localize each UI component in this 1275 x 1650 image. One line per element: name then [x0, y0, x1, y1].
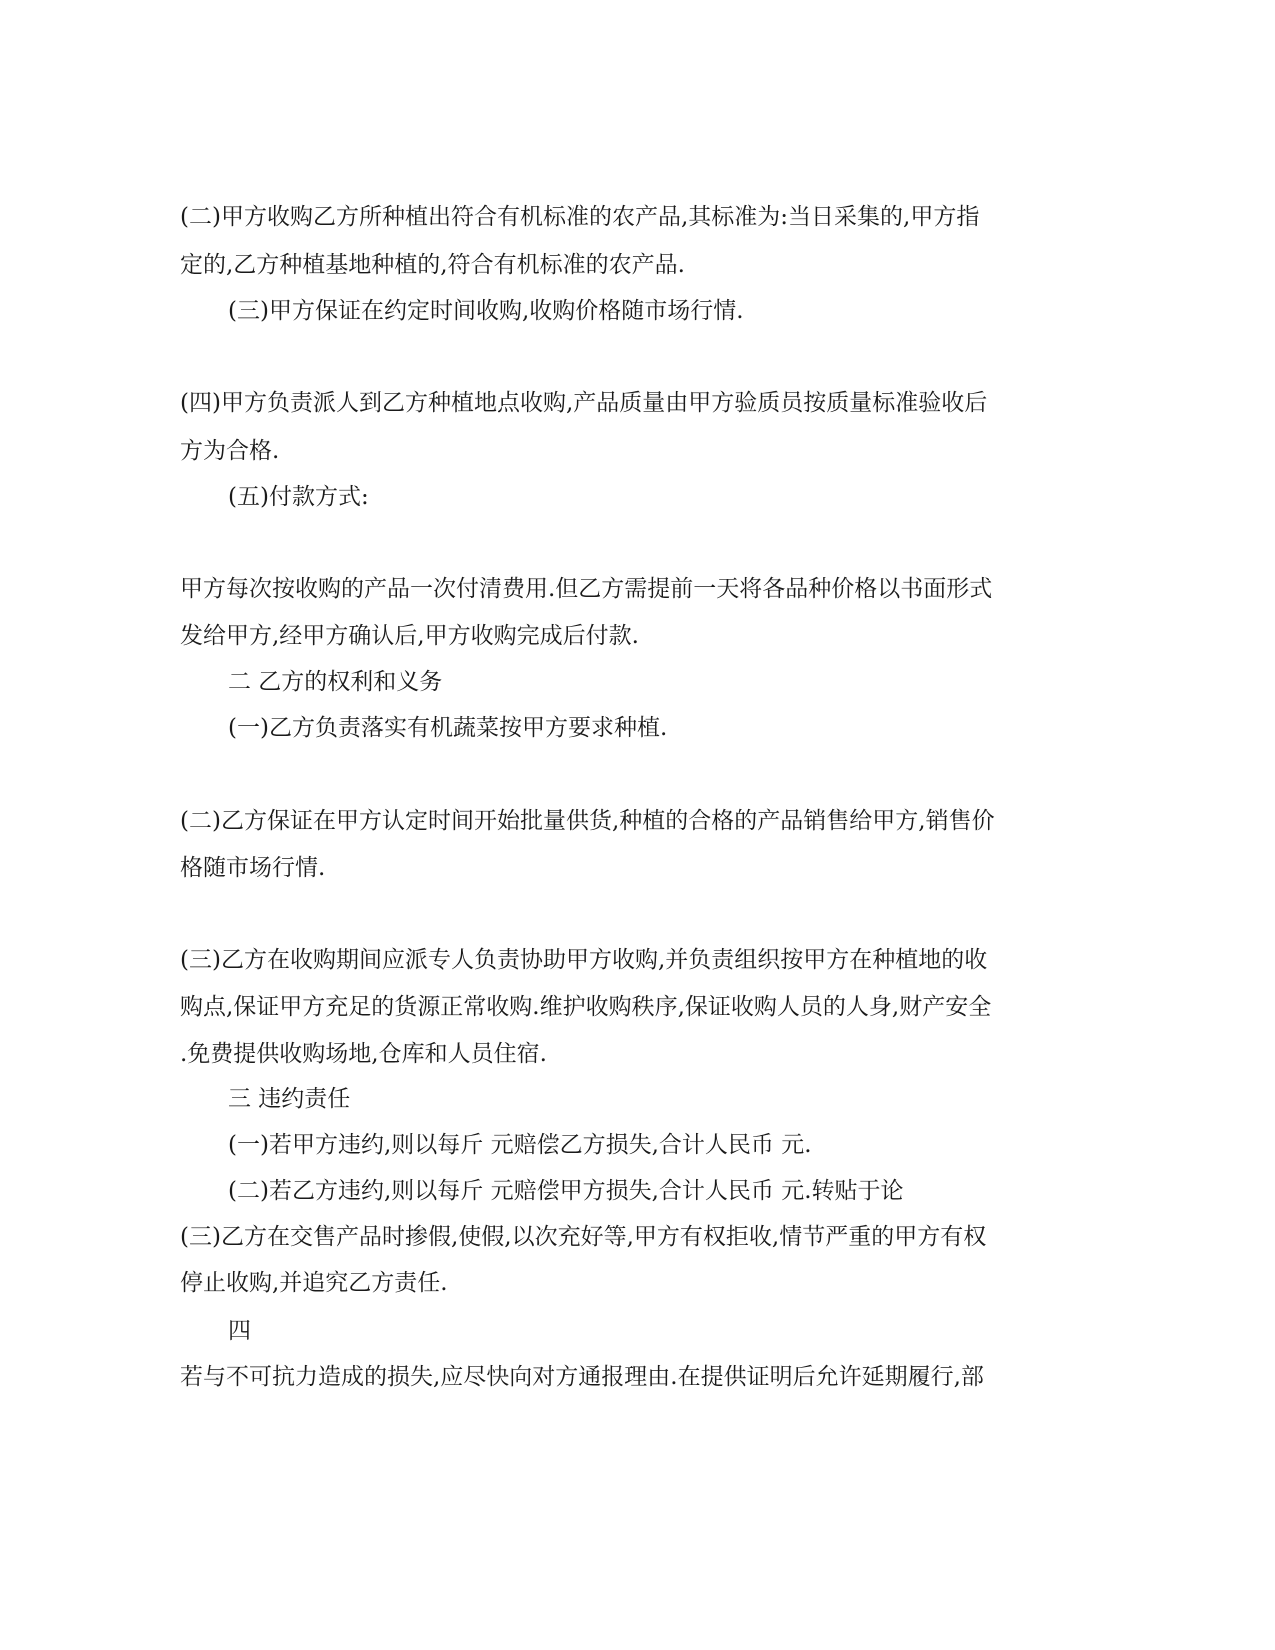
- text-line: 定的,乙方种植基地种植的,符合有机标准的农产品.: [180, 252, 685, 278]
- text-line: (一)乙方负责落实有机蔬菜按甲方要求种植.: [228, 715, 668, 741]
- text-line: .免费提供收购场地,仓库和人员住宿.: [180, 1041, 547, 1067]
- text-line: 若与不可抗力造成的损失,应尽快向对方通报理由.在提供证明后允许延期履行,部: [180, 1364, 984, 1390]
- section-heading: 三 违约责任: [228, 1086, 351, 1112]
- text-line: 方为合格.: [180, 438, 280, 464]
- text-line: (三)乙方在收购期间应派专人负责协助甲方收购,并负责组织按甲方在种植地的收: [180, 947, 988, 973]
- text-line: (一)若甲方违约,则以每斤 元赔偿乙方损失,合计人民币 元.: [228, 1132, 812, 1158]
- text-line: 购点,保证甲方充足的货源正常收购.维护收购秩序,保证收购人员的人身,财产安全: [180, 994, 992, 1020]
- text-line: (三)乙方在交售产品时掺假,使假,以次充好等,甲方有权拒收,情节严重的甲方有权: [180, 1224, 987, 1250]
- text-line: (五)付款方式:: [228, 484, 369, 510]
- text-line: 发给甲方,经甲方确认后,甲方收购完成后付款.: [180, 623, 639, 649]
- text-line: (四)甲方负责派人到乙方种植地点收购,产品质量由甲方验质员按质量标准验收后: [180, 390, 988, 416]
- text-line: (二)若乙方违约,则以每斤 元赔偿甲方损失,合计人民币 元.转贴于论: [228, 1178, 904, 1204]
- text-line: 甲方每次按收购的产品一次付清费用.但乙方需提前一天将各品种价格以书面形式: [180, 576, 993, 602]
- text-line: 停止收购,并追究乙方责任.: [180, 1270, 448, 1296]
- section-heading: 二 乙方的权利和义务: [228, 669, 443, 695]
- text-line: (二)甲方收购乙方所种植出符合有机标准的农产品,其标准为:当日采集的,甲方指: [180, 204, 980, 230]
- text-line: (三)甲方保证在约定时间收购,收购价格随市场行情.: [228, 298, 744, 324]
- text-line: (二)乙方保证在甲方认定时间开始批量供货,种植的合格的产品销售给甲方,销售价: [180, 808, 995, 834]
- section-heading: 四: [228, 1318, 251, 1344]
- text-line: 格随市场行情.: [180, 855, 326, 881]
